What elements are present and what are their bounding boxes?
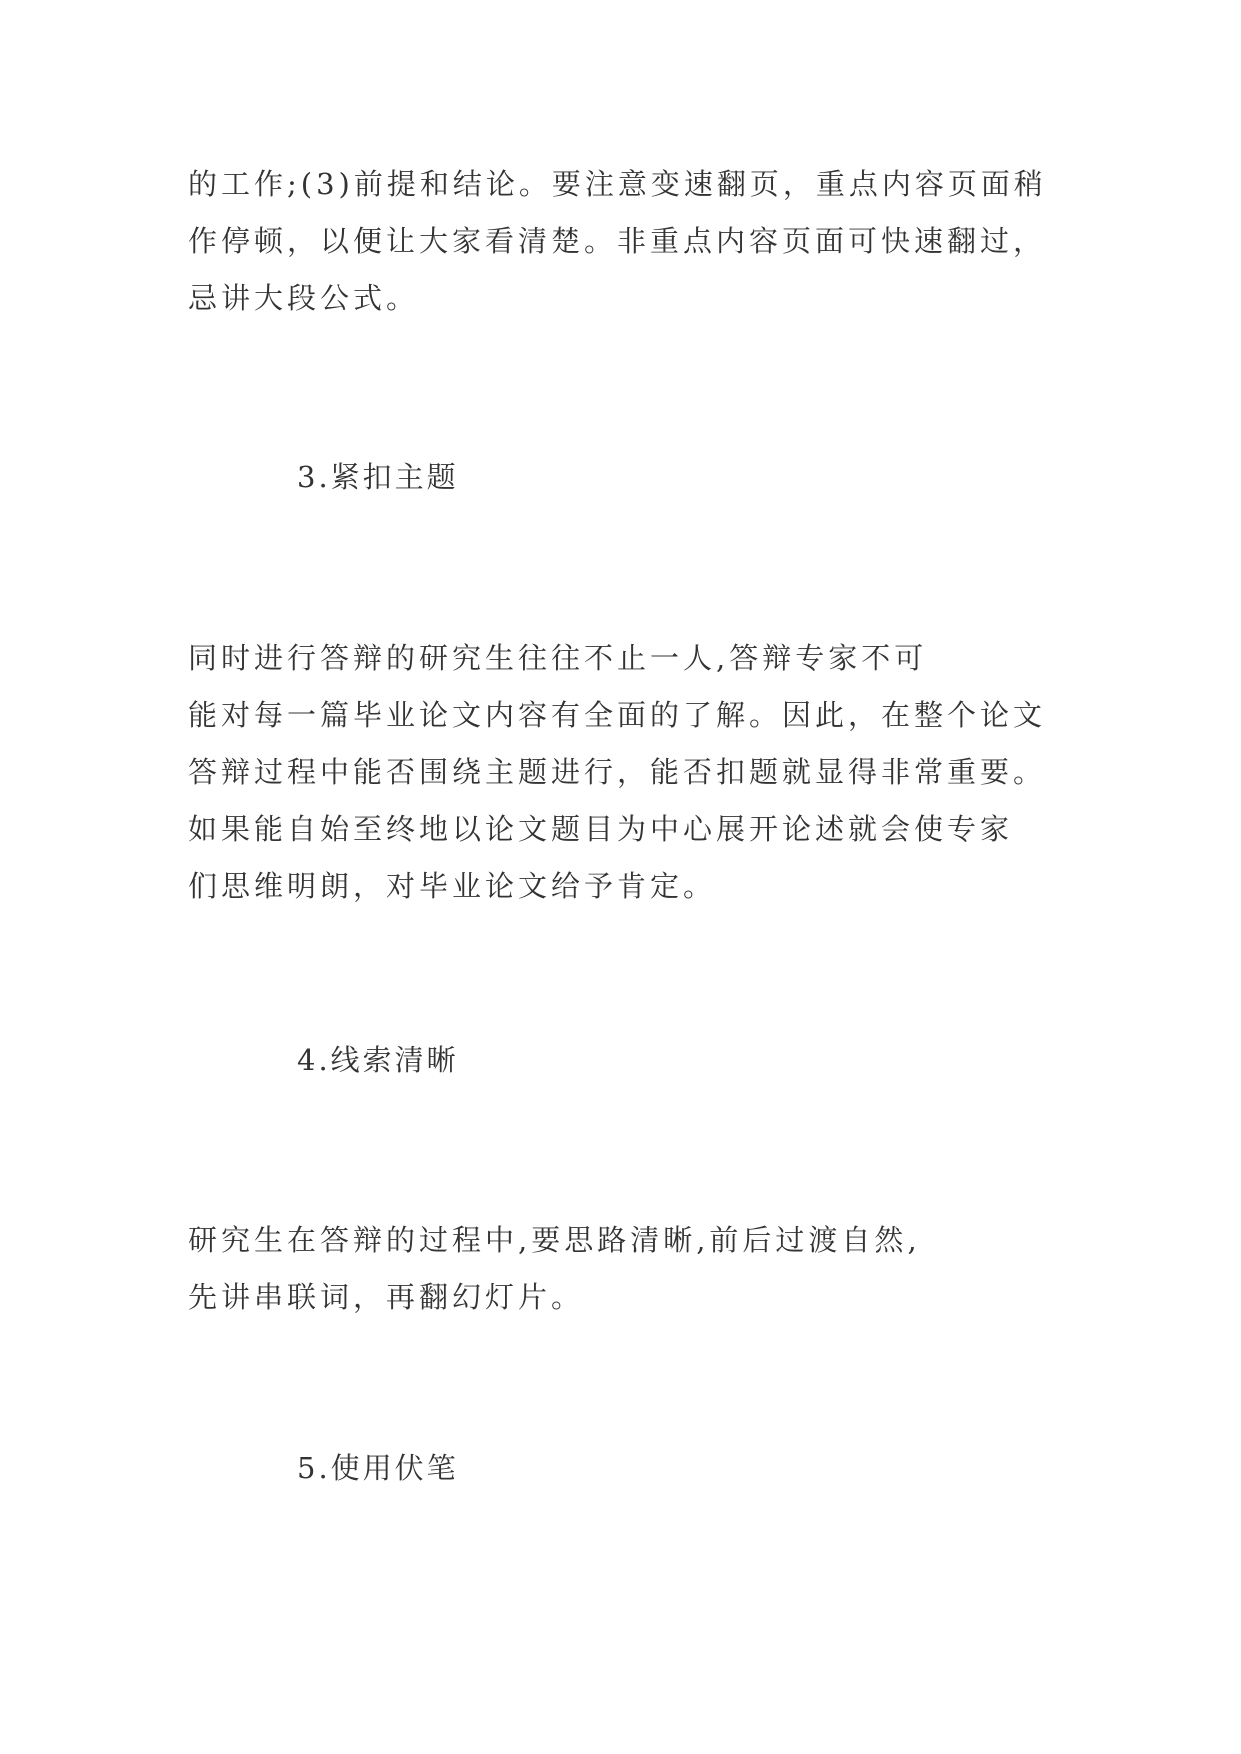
section-heading-5: 5.使用伏笔 xyxy=(297,1451,459,1485)
section-heading-3: 3.紧扣主题 xyxy=(297,460,459,494)
body-paragraph-continued: 的工作;(3)前提和结论。要注意变速翻页，重点内容页面稍 作停顿，以便让大家看清楚。非重点内容页面可快速翻过， 忌讲大段公式。 xyxy=(188,167,1047,315)
section-3-paragraph: 同时进行答辩的研究生往往不止一人,答辩专家不可 能对每一篇毕业论文内容有全面的了解。因此，在整个论文 答辩过程中能否围绕主题进行，能否扣题就显得非常重要。 如果能自始至终地以论文题目为中心展开论述就会使专家 们思维明朗，对毕业论文给予肯定。 xyxy=(188,641,1047,903)
section-heading-4: 4.线索清晰 xyxy=(297,1043,459,1077)
section-4-paragraph: 研究生在答辩的过程中,要思路清晰,前后过渡自然, 先讲串联词，再翻幻灯片。 xyxy=(188,1223,921,1314)
